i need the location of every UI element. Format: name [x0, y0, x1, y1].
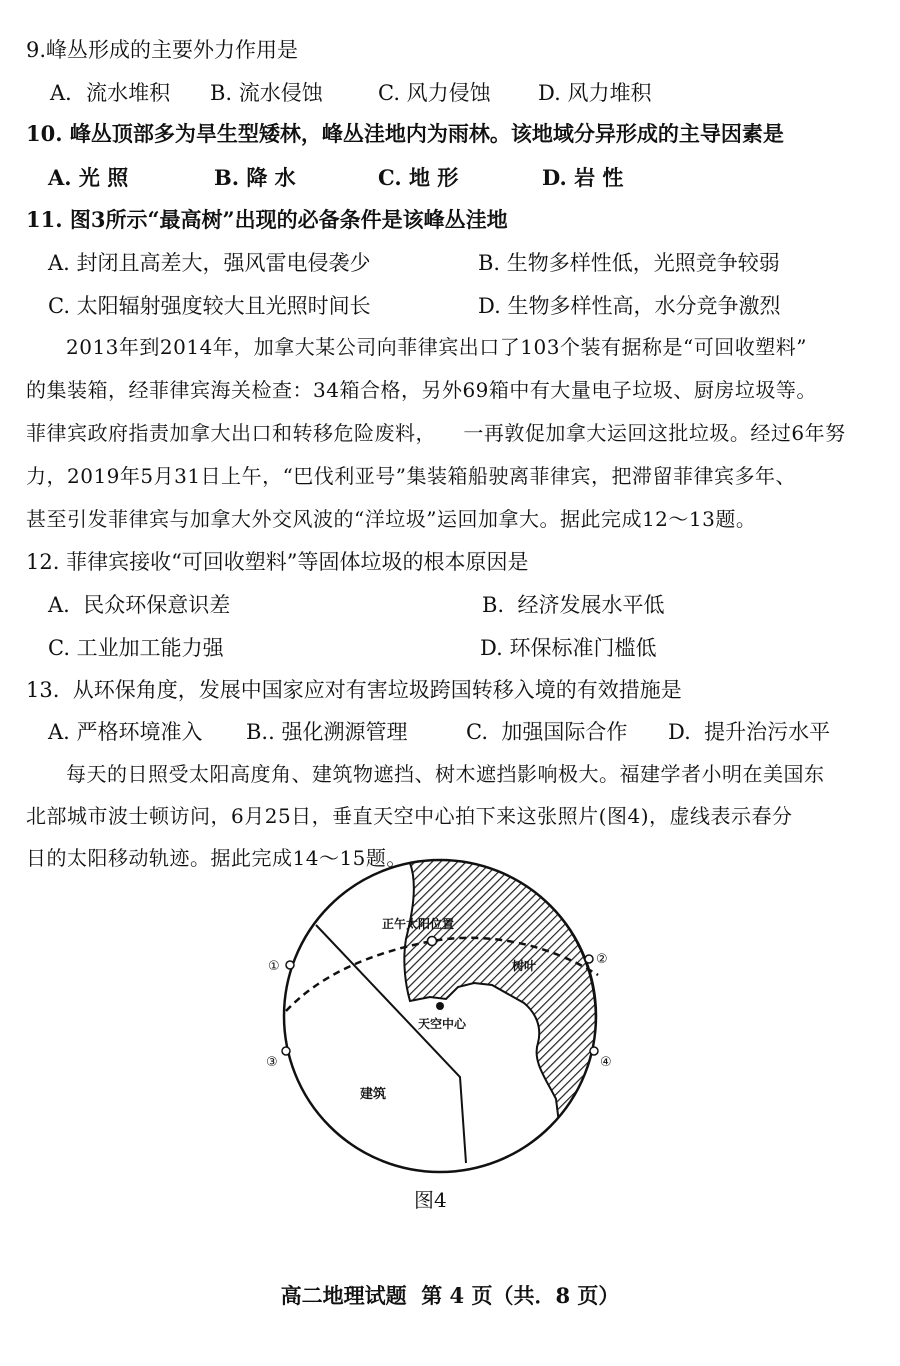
marker-1-point — [286, 961, 294, 969]
figure-4-sky-diagram — [260, 855, 630, 1175]
passage1-line-3: 菲律宾政府指责加拿大出口和转移危险废料， 一再敦促加拿大运回这批垃圾。经过6年努 — [26, 421, 846, 445]
marker-2-point — [585, 955, 593, 963]
label-tree: 树叶 — [512, 959, 537, 973]
label-building: 建筑 — [360, 1087, 387, 1102]
q13-option-c: C. 加强国际合作 — [466, 720, 628, 744]
q11-option-a: A. 封闭且高差大，强风雷电侵袭少 — [48, 251, 371, 275]
tree-canopy-region — [404, 860, 595, 1131]
q11-stem: 11. 图3所示“最高树”出现的必备条件是该峰丛洼地 — [26, 207, 508, 232]
noon-sun-marker — [428, 937, 437, 946]
q12-option-b: B. 经济发展水平低 — [482, 593, 665, 617]
passage1-line-4: 力，2019年5月31日上午，“巴伐利亚号”集装箱船驶离菲律宾，把滞留菲律宾多年、 — [26, 464, 797, 488]
marker-2-label: ② — [596, 952, 608, 967]
marker-1-label: ① — [268, 959, 280, 974]
q9-stem: 9.峰丛形成的主要外力作用是 — [26, 38, 299, 62]
q13-option-d: D. 提升治污水平 — [668, 720, 831, 744]
q9-option-b: B. 流水侵蚀 — [210, 81, 323, 105]
q9-option-d: D. 风力堆积 — [538, 81, 652, 105]
passage2-line-2: 北部城市波士顿访问，6月25日，垂直天空中心拍下来这张照片(图4)，虚线表示春分 — [26, 804, 793, 828]
passage2-line-3: 日的太阳移动轨迹。据此完成14～15题。 — [26, 846, 407, 870]
passage1-line-2: 的集装箱，经菲律宾海关检查：34箱合格，另外69箱中有大量电子垃圾、厨房垃圾等。 — [26, 378, 817, 402]
q11-option-d: D. 生物多样性高，水分竞争激烈 — [478, 294, 781, 318]
passage1-line-5: 甚至引发菲律宾与加拿大外交风波的“洋垃圾”运回加拿大。据此完成12～13题。 — [26, 507, 757, 531]
q10-stem: 10. 峰丛顶部多为旱生型矮林，峰丛洼地内为雨林。该地域分异形成的主导因素是 — [26, 121, 784, 146]
q10-option-d: D. 岩 性 — [542, 165, 624, 190]
q12-option-d: D. 环保标准门槛低 — [480, 636, 657, 660]
figure-4-caption: 图4 — [414, 1188, 447, 1212]
q10-option-a: A. 光 照 — [48, 165, 129, 190]
marker-4-label: ④ — [600, 1055, 612, 1070]
marker-4-point — [590, 1047, 598, 1055]
q12-stem: 12. 菲律宾接收“可回收塑料”等固体垃圾的根本原因是 — [26, 550, 529, 574]
q9-option-a: A．流水堆积 — [50, 81, 171, 105]
label-zenith: 天空中心 — [418, 1017, 467, 1031]
q10-option-b: B. 降 水 — [214, 165, 296, 190]
q11-option-c: C. 太阳辐射强度较大且光照时间长 — [48, 294, 371, 318]
marker-3-point — [282, 1047, 290, 1055]
zenith-dot — [436, 1002, 444, 1010]
passage1-line-1: 2013年到2014年，加拿大某公司向菲律宾出口了103个装有据称是“可回收塑料” — [66, 335, 807, 359]
q12-option-c: C. 工业加工能力强 — [48, 636, 224, 660]
q9-option-c: C. 风力侵蚀 — [378, 81, 491, 105]
passage2-line-1: 每天的日照受太阳高度角、建筑物遮挡、树木遮挡影响极大。福建学者小明在美国东 — [66, 762, 825, 786]
q13-stem: 13. 从环保角度，发展中国家应对有害垃圾跨国转移入境的有效措施是 — [26, 678, 682, 702]
q13-option-b: B.. 强化溯源管理 — [246, 720, 408, 744]
label-noon-sun: 正午太阳位置 — [382, 917, 455, 931]
q11-option-b: B. 生物多样性低，光照竞争较弱 — [478, 251, 780, 275]
marker-3-label: ③ — [266, 1055, 278, 1070]
page-footer: 高二地理试题 第 4 页（共．8 页） — [280, 1283, 620, 1308]
q10-option-c: C. 地 形 — [378, 165, 459, 190]
q13-option-a: A. 严格环境准入 — [48, 720, 203, 744]
q12-option-a: A. 民众环保意识差 — [48, 593, 231, 617]
